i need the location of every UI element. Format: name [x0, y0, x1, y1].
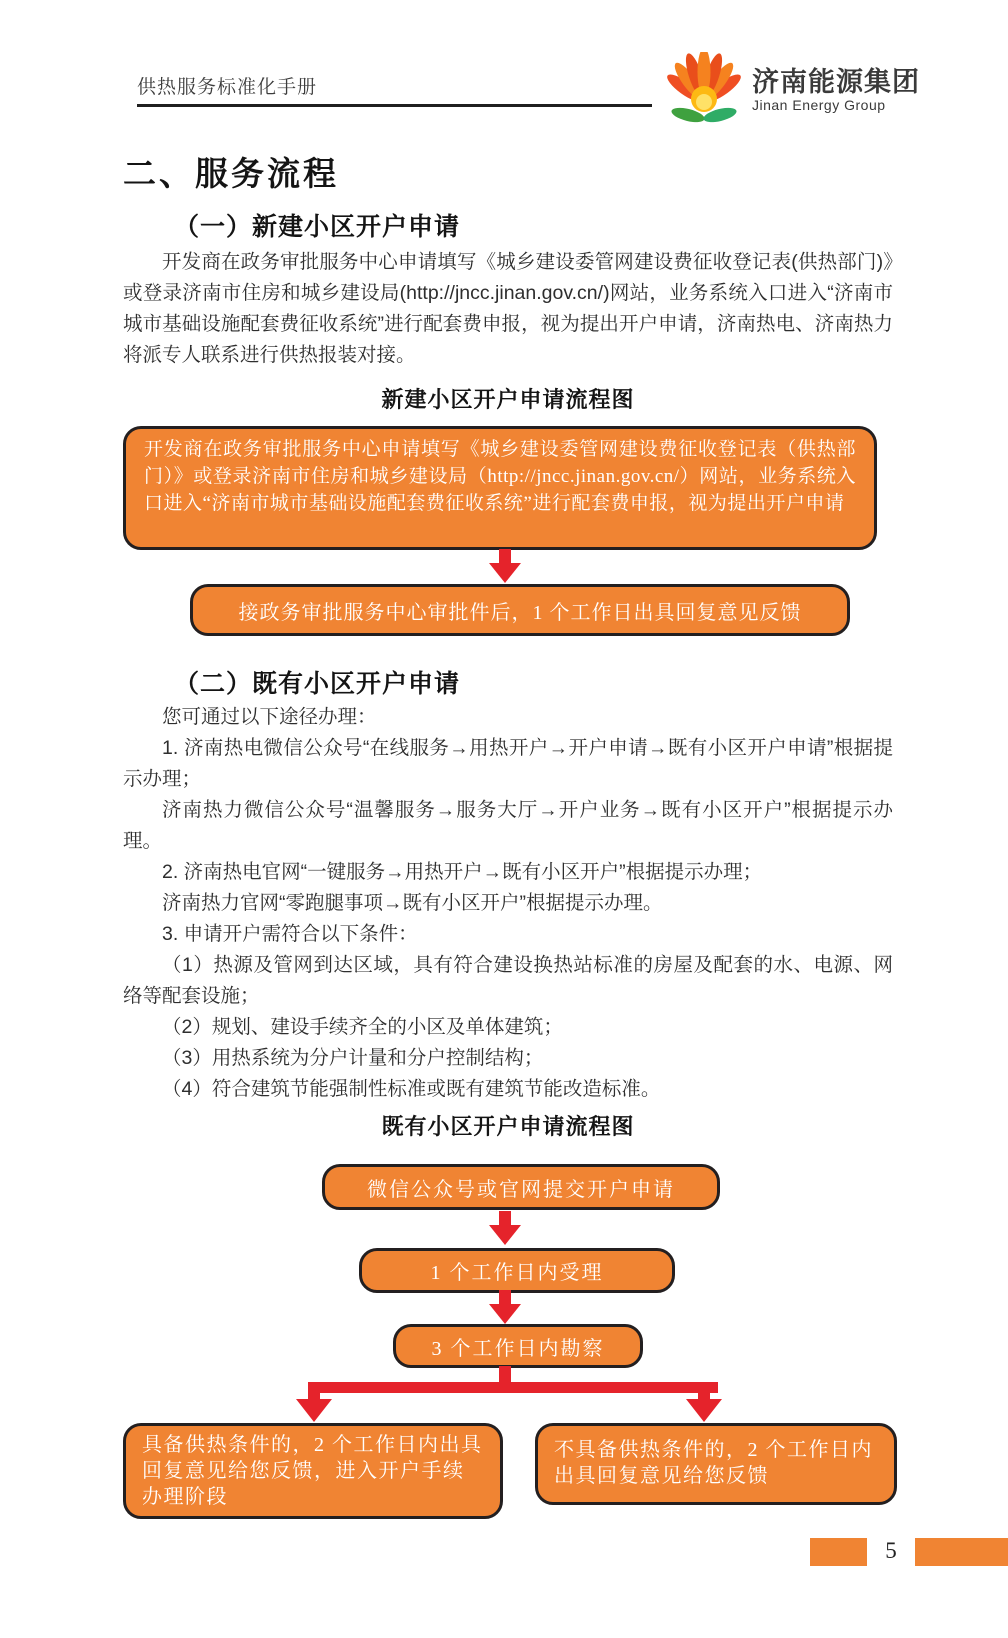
flow2-result-left-box: 具备供热条件的，2 个工作日内出具回复意见给您反馈，进入开户手续办理阶段 — [123, 1423, 503, 1519]
arrow-down-icon — [489, 1211, 521, 1245]
lotus-logo-icon — [664, 52, 744, 128]
subsection-1-title: （一）新建小区开户申请 — [174, 213, 461, 241]
section-title: 二、服务流程 — [123, 155, 339, 192]
flow2-result-right-box: 不具备供热条件的，2 个工作日内出具回复意见给您反馈 — [535, 1423, 897, 1505]
body-line: 您可通过以下途径办理： — [162, 706, 377, 728]
body-line: （3）用热系统为分户计量和分户控制结构； — [162, 1047, 544, 1069]
body-line: （2）规划、建设手续齐全的小区及单体建筑； — [162, 1016, 563, 1038]
arrow-down-icon — [686, 1399, 722, 1422]
body-line: 济南热力微信公众号“温馨服务→服务大厅→开户业务→既有小区开户”根据提示办理。 — [123, 799, 893, 852]
flow1-step-box: 开发商在政务审批服务中心申请填写《城乡建设委管网建设费征收登记表（供热部门）》或登录济南市住房和城乡建设局（http://jncc.jinan.gov.cn/）网站，业务系统入口进入“济南市城市基础设施配套费征收系统”进行配套费申报，视为提出开户申请 — [123, 426, 877, 550]
page-number: 5 — [885, 1538, 897, 1563]
header-rule — [137, 104, 652, 107]
body-line: 济南热力官网“零跑腿事项→既有小区开户”根据提示办理。 — [162, 892, 663, 914]
flow2-step2-box: 1 个工作日内受理 — [359, 1248, 675, 1293]
arrow-down-icon — [296, 1399, 332, 1422]
flow2-step3-box: 3 个工作日内勘察 — [393, 1324, 643, 1368]
flow1-result-box: 接政务审批服务中心审批件后，1 个工作日出具回复意见反馈 — [190, 584, 850, 636]
arrow-down-icon — [489, 1290, 521, 1324]
body-line: 2. 济南热电官网“一键服务→用热开户→既有小区开户”根据提示办理； — [162, 861, 763, 883]
subsection-2-title: （二）既有小区开户申请 — [174, 670, 461, 698]
arrow-down-icon — [489, 549, 521, 583]
footer-accent-bar — [810, 1538, 867, 1566]
branch-connector — [308, 1382, 718, 1393]
doc-title: 供热服务标准化手册 — [137, 77, 318, 98]
body-line: 1. 济南热电微信公众号“在线服务→用热开户→开户申请→既有小区开户申请”根据提示办理； — [123, 737, 893, 790]
sub2-body — [123, 702, 893, 1105]
brand-name-en: Jinan Energy Group — [752, 97, 886, 113]
footer-accent-bar — [915, 1538, 1008, 1566]
flow1-title: 新建小区开户申请流程图 — [381, 387, 635, 412]
body-line: （1）热源及管网到达区域，具有符合建设换热站标准的房屋及配套的水、电源、网络等配套设施； — [123, 954, 893, 1007]
body-line: 3. 申请开户需符合以下条件： — [162, 923, 418, 945]
brand-name-cn: 济南能源集团 — [752, 67, 920, 97]
brand-block — [664, 52, 920, 128]
flow2-title: 既有小区开户申请流程图 — [381, 1114, 635, 1139]
flow2-step1-box: 微信公众号或官网提交开户申请 — [322, 1164, 720, 1210]
body-line: （4）符合建筑节能强制性标准或既有建筑节能改造标准。 — [162, 1078, 661, 1100]
sub1-paragraph: 开发商在政务审批服务中心申请填写《城乡建设委管网建设费征收登记表(供热部门)》或登录济南市住房和城乡建设局(http://jncc.jinan.gov.cn/)网站，业务系统入口进入“济南市城市基础设施配套费征收系统”进行配套费申报，视为提出开户申请，济南热电、济南热力将派专人联系进行供热报装对接。 — [123, 251, 893, 366]
